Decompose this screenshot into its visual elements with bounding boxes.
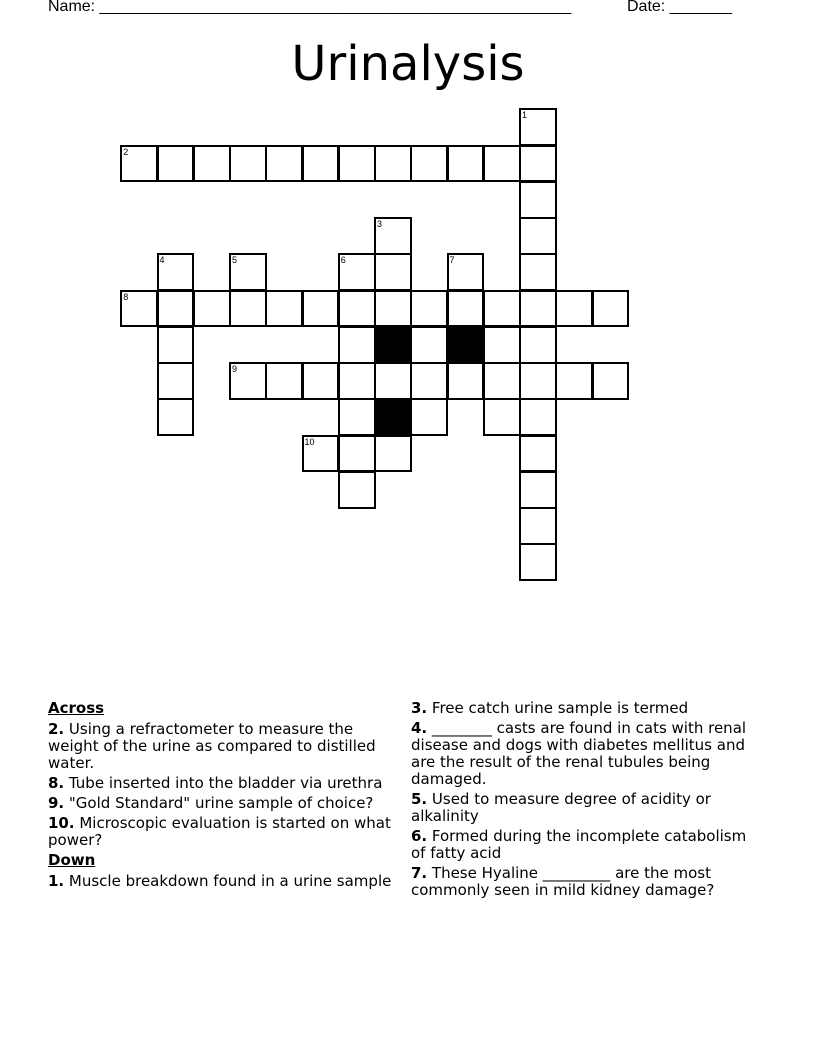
clue-number: 7 (449, 255, 455, 266)
crossword-cell[interactable] (519, 435, 557, 473)
crossword-cell[interactable] (519, 108, 557, 146)
black-square (447, 326, 485, 364)
clue-item-text: Used to measure degree of acidity or alkalinity (411, 790, 711, 825)
crossword-cell[interactable] (374, 362, 412, 400)
down-heading: Down (48, 851, 96, 869)
crossword-cell[interactable] (302, 362, 340, 400)
crossword-cell[interactable] (447, 145, 485, 183)
clue-item (48, 775, 404, 792)
clues-left-column (48, 700, 404, 893)
down-clue-list-left (48, 873, 404, 890)
clue-number: 5 (232, 255, 238, 266)
crossword-cell[interactable] (483, 362, 521, 400)
crossword-cell[interactable] (193, 145, 231, 183)
crossword-cell[interactable] (519, 362, 557, 400)
crossword-cell[interactable] (229, 290, 267, 328)
crossword-cell[interactable] (410, 398, 448, 436)
crossword-cell[interactable] (229, 253, 267, 291)
crossword-cell[interactable] (410, 290, 448, 328)
clues-right-column (411, 700, 761, 902)
crossword-cell[interactable] (338, 398, 376, 436)
clue-item (411, 720, 761, 788)
clue-item (48, 815, 404, 849)
crossword-cell[interactable] (157, 326, 195, 364)
crossword-cell[interactable] (229, 362, 267, 400)
crossword-cell[interactable] (483, 145, 521, 183)
crossword-cell[interactable] (519, 398, 557, 436)
clue-item (48, 721, 404, 772)
crossword-cell[interactable] (338, 326, 376, 364)
crossword-cell[interactable] (265, 362, 303, 400)
clue-item-number: 9. (48, 794, 65, 812)
clue-item-number: 10. (48, 814, 75, 832)
crossword-cell[interactable] (338, 145, 376, 183)
crossword-cell[interactable] (338, 290, 376, 328)
crossword-cell[interactable] (265, 145, 303, 183)
clue-item (411, 828, 761, 862)
crossword-cell[interactable] (302, 290, 340, 328)
clue-item-number: 5. (411, 790, 428, 808)
crossword-cell[interactable] (592, 290, 630, 328)
clue-item-number: 3. (411, 699, 428, 717)
crossword-cell[interactable] (229, 145, 267, 183)
clue-item (411, 865, 761, 899)
crossword-cell[interactable] (483, 290, 521, 328)
crossword-cell[interactable] (265, 290, 303, 328)
crossword-cell[interactable] (120, 290, 158, 328)
clue-item-text: Using a refractometer to measure the weight of the urine as compared to distilled water. (48, 720, 376, 772)
clue-item-text: Muscle breakdown found in a urine sample (64, 872, 392, 890)
crossword-cell[interactable] (338, 362, 376, 400)
clue-item-number: 2. (48, 720, 65, 738)
black-square (374, 398, 412, 436)
crossword-cell[interactable] (374, 290, 412, 328)
clue-number: 9 (232, 364, 238, 374)
crossword-cell[interactable] (483, 326, 521, 364)
crossword-cell[interactable] (447, 253, 485, 291)
clue-item-number: 4. (411, 719, 428, 737)
crossword-cell[interactable] (592, 362, 630, 400)
crossword-cell[interactable] (447, 362, 485, 400)
crossword-cell[interactable] (374, 217, 412, 255)
clue-item-text: Tube inserted into the bladder via urethra (64, 774, 383, 792)
crossword-cell[interactable] (157, 362, 195, 400)
name-field-label: Name: _____________________________________________________ (48, 0, 572, 15)
date-field-label: Date: _______ (627, 0, 732, 15)
crossword-cell[interactable] (410, 145, 448, 183)
clue-number: 6 (340, 255, 346, 266)
crossword-cell[interactable] (157, 253, 195, 291)
crossword-cell[interactable] (519, 290, 557, 328)
clue-item (411, 700, 761, 717)
crossword-cell[interactable] (519, 471, 557, 509)
clue-item-number: 6. (411, 827, 428, 845)
clue-item-text: Formed during the incomplete catabolism of fatty acid (411, 827, 747, 862)
clue-item (48, 795, 404, 812)
crossword-cell[interactable] (519, 326, 557, 364)
crossword-cell[interactable] (519, 181, 557, 219)
black-square (374, 326, 412, 364)
clue-item (411, 791, 761, 825)
crossword-cell[interactable] (157, 290, 195, 328)
clue-number: 2 (123, 146, 129, 157)
crossword-cell[interactable] (483, 398, 521, 436)
clue-item-text: "Gold Standard" urine sample of choice? (64, 794, 374, 812)
crossword-cell[interactable] (157, 145, 195, 183)
crossword-cell[interactable] (374, 253, 412, 291)
crossword-cell[interactable] (120, 145, 158, 183)
clue-number: 10 (304, 436, 315, 447)
clue-item (48, 873, 404, 890)
clue-item-text: Microscopic evaluation is started on what power? (48, 814, 391, 849)
crossword-cell[interactable] (410, 326, 448, 364)
down-clue-list-right (411, 700, 761, 899)
crossword-cell[interactable] (193, 290, 231, 328)
crossword-cell[interactable] (519, 217, 557, 255)
crossword-cell[interactable] (555, 362, 593, 400)
crossword-cell[interactable] (555, 290, 593, 328)
across-clue-list (48, 721, 404, 849)
clue-item-number: 8. (48, 774, 65, 792)
crossword-cell[interactable] (374, 145, 412, 183)
crossword-cell[interactable] (302, 435, 340, 473)
crossword-cell[interactable] (447, 290, 485, 328)
crossword-cell[interactable] (374, 435, 412, 473)
clue-number: 8 (123, 291, 129, 302)
crossword-cell[interactable] (157, 398, 195, 436)
crossword-cell[interactable] (302, 145, 340, 183)
across-heading: Across (48, 699, 105, 717)
crossword-cell[interactable] (519, 543, 557, 581)
clue-item-text: These Hyaline _________ are the most commonly seen in mild kidney damage? (411, 864, 715, 899)
clue-item-number: 7. (411, 864, 428, 882)
crossword-cell[interactable] (519, 507, 557, 545)
crossword-cell[interactable] (519, 145, 557, 183)
crossword-cell[interactable] (338, 471, 376, 509)
crossword-cell[interactable] (519, 253, 557, 291)
crossword-cell[interactable] (338, 253, 376, 291)
clue-item-text: Free catch urine sample is termed (427, 699, 689, 717)
clue-number: 1 (522, 110, 528, 121)
clue-number: 3 (377, 219, 383, 229)
crossword-cell[interactable] (338, 435, 376, 473)
clue-item-number: 1. (48, 872, 65, 890)
clue-item-text: ________ casts are found in cats with renal disease and dogs with diabetes mellitus and are the result of the renal tubules being damaged. (411, 719, 747, 788)
crossword-cell[interactable] (410, 362, 448, 400)
clue-number: 4 (159, 255, 165, 266)
page-title: Urinalysis (291, 36, 525, 92)
